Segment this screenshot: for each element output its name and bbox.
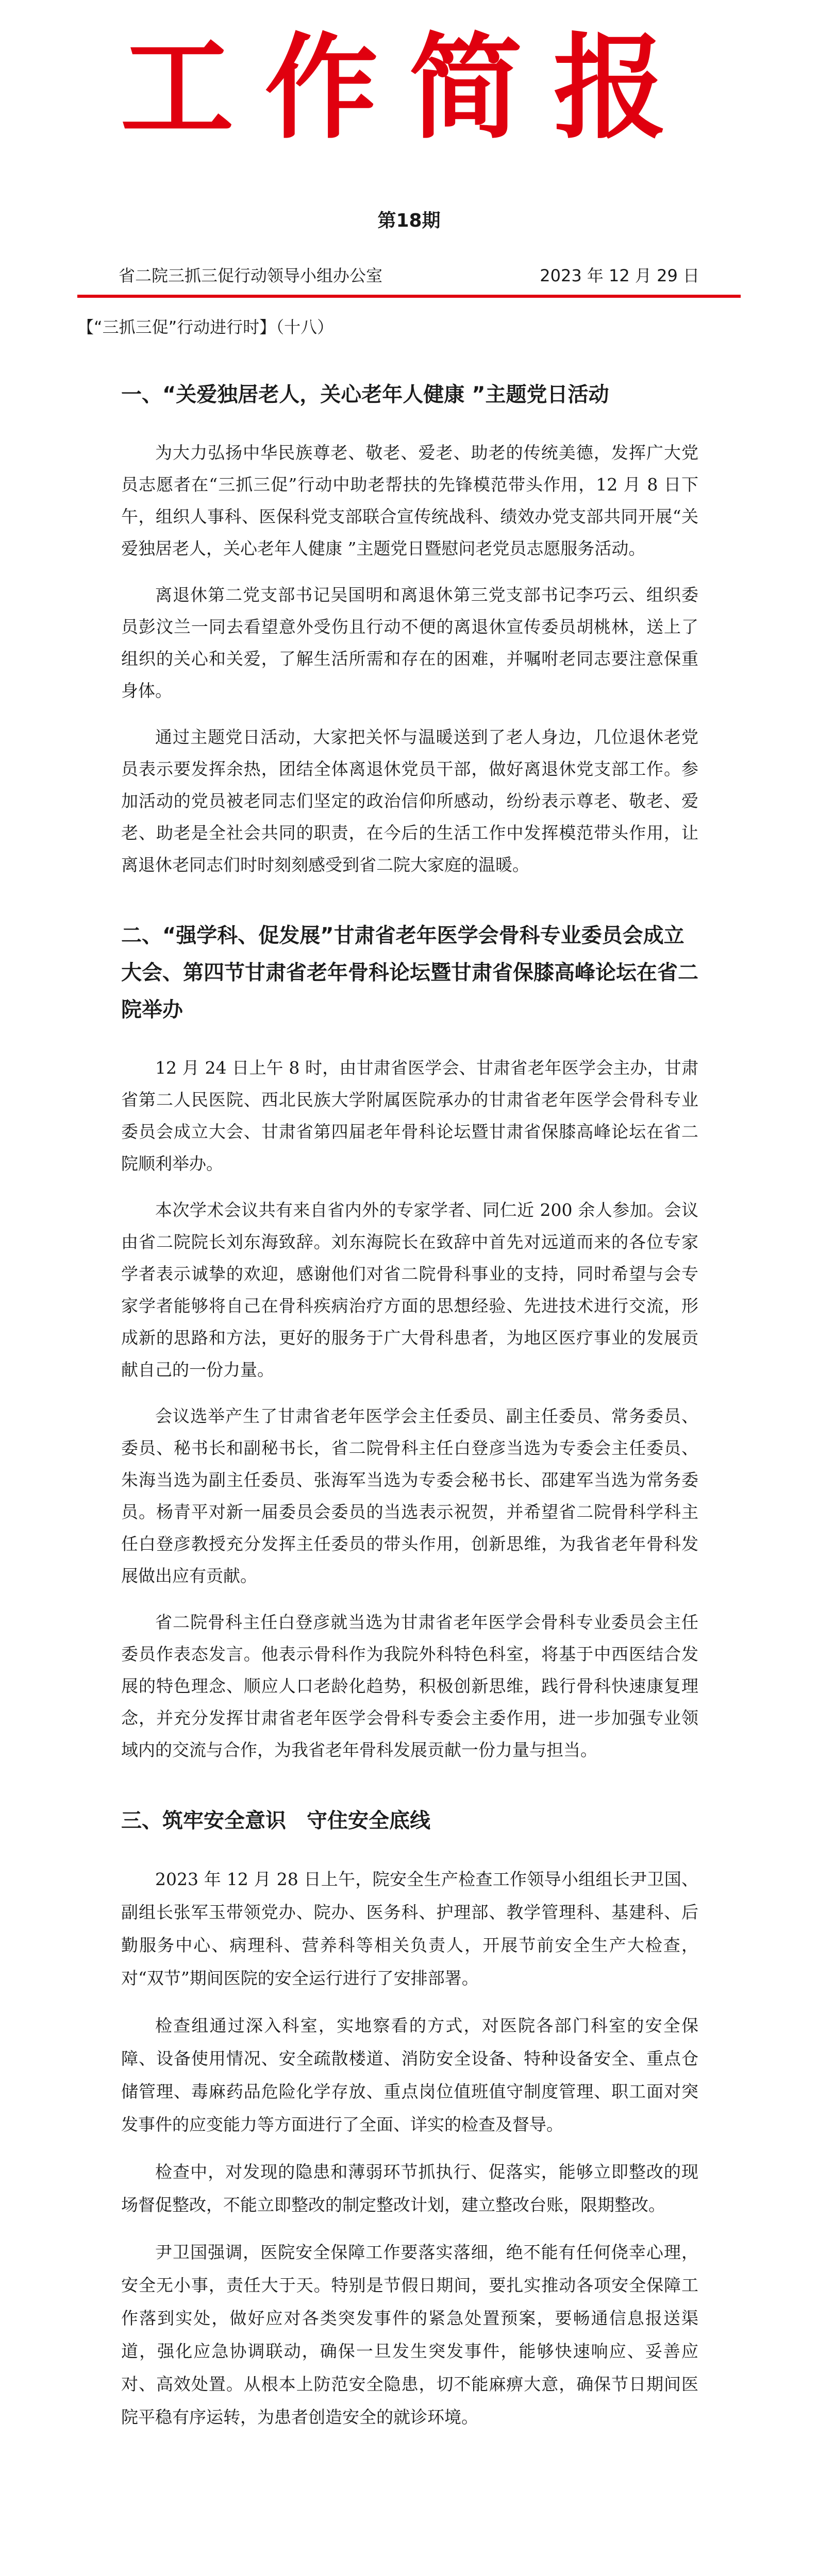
section-title: 二、“强学科、促发展”甘肃省老年医学会骨科专业委员会成立大会、第四节甘肃省老年骨科论坛暨甘肃省保膝高峰论坛在省二院举办	[121, 924, 698, 1022]
paragraph: 为大力弘扬中华民族尊老、敬老、爱老、助老的传统美德，发挥广大党员志愿者在“三抓三促”行动中助老帮扶的先锋模范带头作用，12 月 8 日下午，组织人事科、医保科党支部联合宣传统战科、绩效办党支部共同开展“关爱独居老人，关心老年人健康 ”主题党日暨慰问老党员志愿服务活动。	[121, 443, 698, 558]
section-title: 一、“关爱独居老人，关心老年人健康 ”主题党日活动	[121, 383, 609, 406]
paragraph: 2023 年 12 月 28 日上午，院安全生产检查工作领导小组组长尹卫国、副组长张军玉带领党办、院办、医务科、护理部、教学管理科、基建科、后勤服务中心、病理科、营养科等相关负责人，开展节前安全生产大检查，对“双节”期间医院的安全运行进行了安排部署。	[121, 1869, 698, 1988]
paragraph: 检查组通过深入科室，实地察看的方式，对医院各部门科室的安全保障、设备使用情况、安全疏散楼道、消防安全设备、特种设备安全、重点仓储管理、毒麻药品危险化学存放、重点岗位值班值守制度管理、职工面对突发事件的应变能力等方面进行了全面、详实的检查及督导。	[121, 2015, 698, 2134]
paragraph: 会议选举产生了甘肃省老年医学会主任委员、副主任委员、常务委员、委员、秘书长和副秘书长，省二院骨科主任白登彦当选为专委会主任委员、朱海当选为副主任委员、张海军当选为专委会秘书长、邵建军当选为常务委员。杨青平对新一届委员会委员的当选表示祝贺，并希望省二院骨科学科主任白登彦教授充分发挥主任委员的带头作用，创新思维，为我省老年骨科发展做出应有贡献。	[121, 1406, 698, 1586]
red-divider	[77, 295, 741, 298]
section-title: 三、筑牢安全意识 守住安全底线	[121, 1809, 430, 1833]
paragraph: 通过主题党日活动，大家把关怀与温暖送到了老人身边，几位退休老党员表示要发挥余热，团结全体离退休党员干部，做好离退休党支部工作。参加活动的党员被老同志们坚定的政治信仰所感动，纷纷表示尊老、敬老、爱老、助老是全社会共同的职责，在今后的生活工作中发挥模范带头作用，让离退休老同志们时时刻刻感受到省二院大家庭的温暖。	[121, 727, 698, 875]
meta-row	[119, 263, 699, 283]
issuing-office: 省二院三抓三促行动领导小组办公室	[119, 266, 383, 285]
issue-number: 第18期	[377, 210, 441, 231]
paragraph: 省二院骨科主任白登彦就当选为甘肃省老年医学会骨科专业委员会主任委员作表态发言。他表示骨科作为我院外科特色科室，将基于中西医结合发展的特色理念、顺应人口老龄化趋势，积极创新思维，践行骨科快速康复理念，并充分发挥甘肃省老年医学会骨科专委会主委作用，进一步加强专业领域内的交流与合作，为我省老年骨科发展贡献一份力量与担当。	[121, 1612, 698, 1760]
masthead-title: 工作简报	[120, 21, 698, 154]
paragraph: 检查中，对发现的隐患和薄弱环节抓执行、促落实，能够立即整改的现场督促整改，不能立即整改的制定整改计划，建立整改台账，限期整改。	[121, 2162, 698, 2215]
section-2	[121, 917, 698, 1766]
article-body	[121, 355, 698, 2470]
issue-date: 2023 年 12 月 29 日	[540, 266, 699, 285]
column-tag: 【“三抓三促”行动进行时】（十八）	[77, 317, 334, 337]
section-1	[121, 376, 698, 881]
paragraph: 12 月 24 日上午 8 时，由甘肃省医学会、甘肃省老年医学会主办，甘肃省第二人民医院、西北民族大学附属医院承办的甘肃省老年医学会骨科专业委员会成立大会、甘肃省第四届老年骨科论坛暨甘肃省保膝高峰论坛在省二院顺利举办。	[121, 1058, 698, 1174]
paragraph: 本次学术会议共有来自省内外的专家学者、同仁近 200 余人参加。会议由省二院院长刘东海致辞。刘东海院长在致辞中首先对远道而来的各位专家学者表示诚挚的欢迎，感谢他们对省二院骨科事业的支持，同时希望与会专家学者能够将自己在骨科疾病治疗方面的思想经验、先进技术进行交流，形成新的思路和方法，更好的服务于广大骨科患者，为地区医疗事业的发展贡献自己的一份力量。	[121, 1200, 698, 1380]
paragraph: 离退休第二党支部书记吴国明和离退休第三党支部书记李巧云、组织委员彭汶兰一同去看望意外受伤且行动不便的离退休宣传委员胡桃林，送上了组织的关心和关爱，了解生活所需和存在的困难，并嘱咐老同志要注意保重身体。	[121, 585, 698, 701]
paragraph: 尹卫国强调，医院安全保障工作要落实落细，绝不能有任何侥幸心理，安全无小事，责任大于天。特别是节假日期间，要扎实推动各项安全保障工作落到实处，做好应对各类突发事件的紧急处置预案，要畅通信息报送渠道，强化应急协调联动，确保一旦发生突发事件，能够快速响应、妥善应对、高效处置。从根本上防范安全隐患，切不能麻痹大意，确保节日期间医院平稳有序运转，为患者创造安全的就诊环境。	[121, 2242, 698, 2427]
section-3	[121, 1802, 698, 2434]
